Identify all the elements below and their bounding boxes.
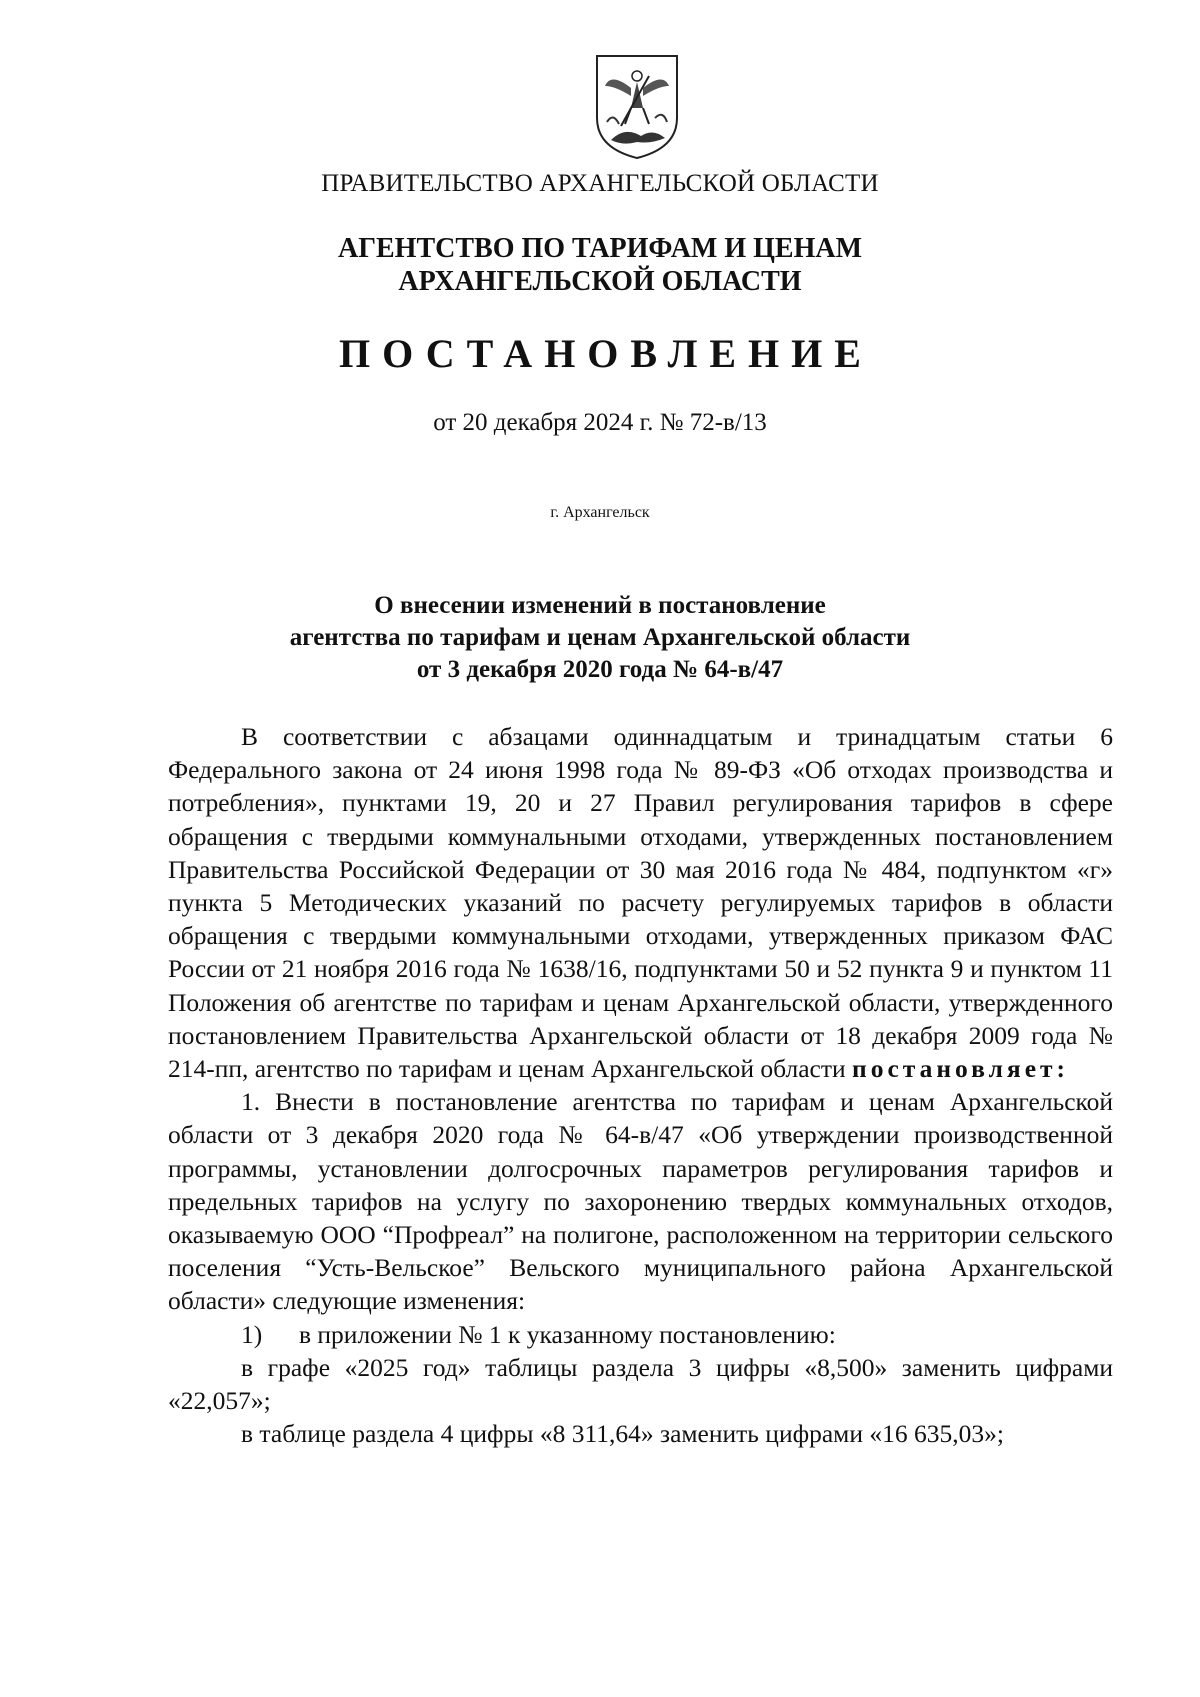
subject-line2: агентства по тарифам и ценам Архангельской области xyxy=(289,624,911,651)
item-1-paragraph xyxy=(168,1085,1113,1317)
subject-line3: от 3 декабря 2020 года № 64-в/47 xyxy=(416,656,784,683)
subitem-1-number: 1) xyxy=(241,1319,263,1349)
preamble-paragraph xyxy=(168,720,1113,1085)
item-1-number: 1. xyxy=(241,1087,261,1117)
document-body xyxy=(168,720,1113,1450)
change-1-text: в графе «2025 год» таблицы раздела 3 цифры «8,500» заменить цифрами «22,057»; xyxy=(168,1352,1113,1416)
agency-name-line1: АГЕНТСТВО ПО ТАРИФАМ И ЦЕНАМ xyxy=(337,233,863,264)
subitem-1-paragraph xyxy=(168,1318,1113,1351)
document-date-number: от 20 декабря 2024 г. № 72-в/13 xyxy=(433,409,767,436)
document-subject xyxy=(0,590,1200,686)
document-city: г. Архангельск xyxy=(550,504,650,521)
change-2-text: в таблице раздела 4 цифры «8 311,64» заменить цифрами «16 635,03»; xyxy=(241,1419,1004,1449)
change-1-paragraph xyxy=(168,1351,1113,1417)
agency-name-line2: АРХАНГЕЛЬСКОЙ ОБЛАСТИ xyxy=(398,266,802,297)
subitem-1-text: в приложении № 1 к указанному постановлению: xyxy=(299,1319,836,1349)
change-2-paragraph xyxy=(168,1417,1113,1450)
agency-name xyxy=(0,232,1200,298)
government-name: ПРАВИТЕЛЬСТВО АРХАНГЕЛЬСКОЙ ОБЛАСТИ xyxy=(321,170,879,197)
item-1-text: Внести в постановление агентства по тарифам и ценам Архангельской области от 3 декабря 2020 года № 64-в/47 «Об утверждении производственной программы, установлении долгосрочных параметров регулирования тарифов и предельных тарифов на услугу по захоронению твердых коммунальных отходов, оказываемую ООО “Профреал” на полигоне, расположенном на территории сельского поселения “Усть-Вельское” Вельского муниципального района Архангельской области» следующие изменения: xyxy=(168,1087,1114,1316)
decree-word: постановляет: xyxy=(852,1054,1070,1084)
document-type-title: ПОСТАНОВЛЕНИЕ xyxy=(339,331,873,376)
preamble-text: В соответствии с абзацами одиннадцатым и тринадцатым статьи 6 Федерального закона от 24 июня 1998 года № 89-ФЗ «Об отходах производства и потребления», пунктами 19, 20 и 27 Правил регулирования тарифов в сфере обращения с твердыми коммунальными отходами, утвержденных постановлением Правительства Российской Федерации от 30 мая 2016 года № 484, подпунктом «г» пункта 5 Методических указаний по расчету регулируемых тарифов в области обращения с твердыми коммунальными отходами, утвержденных приказом ФАС России от 21 ноября 2016 года № 1638/16, подпунктами 50 и 52 пункта 9 и пунктом 11 Положения об агентстве по тарифам и ценам Архангельской области, утвержденного постановлением Правительства Архангельской области от 18 декабря 2009 года № 214-пп, агентство по тарифам и ценам Архангельской области xyxy=(168,722,1113,1084)
subject-line1: О внесении изменений в постановление xyxy=(374,592,826,619)
coat-of-arms-emblem xyxy=(591,52,683,160)
